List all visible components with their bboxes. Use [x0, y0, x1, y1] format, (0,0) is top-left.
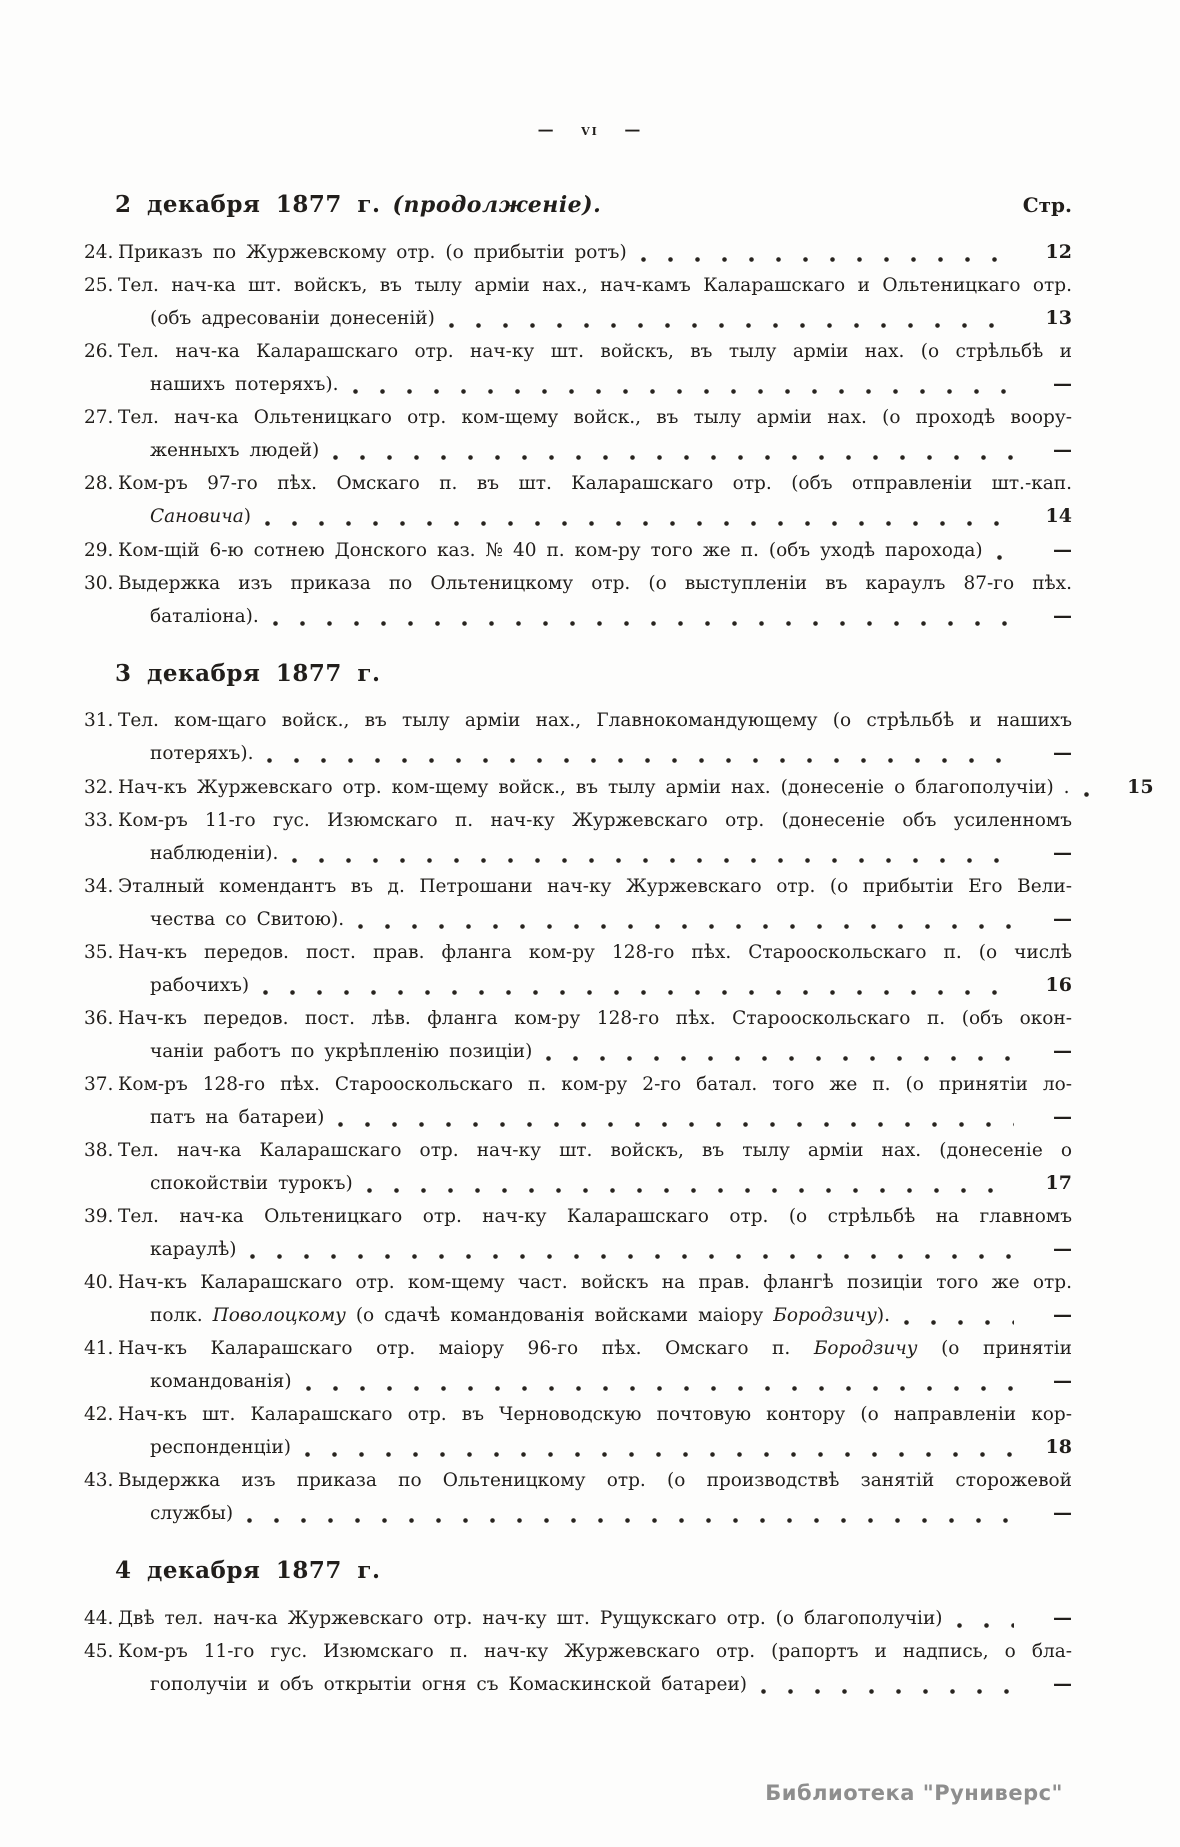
entry-line-continuation [84, 737, 1072, 770]
entry-page-number: — [1053, 1106, 1072, 1128]
toc-entry [84, 1267, 1072, 1332]
entry-text: полк. Поволоцкому (о сдачѣ командованія войсками маіору Бородзичу). [150, 1305, 891, 1326]
entry-text: Ком-ръ 128-го пѣх. Старооскольскаго п. ком-ру 2-го батал. того же п. (о принятіи ло- [118, 1074, 1072, 1095]
toc-entry [84, 1201, 1072, 1266]
entry-text: рабочихъ) [150, 975, 250, 996]
entry-text: спокойствіи турокъ) [150, 1173, 353, 1194]
toc-entry [84, 1135, 1072, 1200]
entry-line-continuation [84, 1431, 1072, 1464]
entry-number: 45. [84, 1641, 114, 1662]
entry-line-first [84, 270, 1072, 302]
entry-line-first [84, 937, 1072, 969]
entry-page-number: — [1053, 1607, 1072, 1629]
entry-page-number: — [1053, 1304, 1072, 1326]
leader-dots [273, 621, 1014, 626]
entry-page-number: — [1053, 439, 1072, 461]
entry-line-continuation [84, 1365, 1072, 1398]
section-date: 4 декабря 1877 г. [115, 1557, 381, 1584]
entry-page-number: — [1053, 539, 1072, 561]
entry-page-number: 16 [1045, 974, 1072, 996]
section-entries [84, 1602, 1072, 1701]
entry-text: Нач-къ передов. пост. прав. фланга ком-ру 128-го пѣх. Старооскольскаго п. (о числѣ [118, 942, 1072, 963]
section-heading-row [84, 190, 1072, 222]
entry-line-continuation [84, 368, 1072, 401]
leader-dots [449, 323, 1014, 328]
entry-text: Ком-ръ 97-го пѣх. Омскаго п. въ шт. Каларашскаго отр. (объ отправленіи шт.-кап. [118, 473, 1072, 494]
entry-number: 39. [84, 1206, 114, 1227]
page-column-label: Стр. [1022, 193, 1072, 217]
entry-line-continuation [84, 903, 1072, 936]
entry-page-number: — [1053, 842, 1072, 864]
leader-dots [957, 1623, 1014, 1628]
leader-dots [761, 1689, 1014, 1694]
entry-line-first [84, 468, 1072, 500]
toc-entry [84, 568, 1072, 633]
entry-number: 42. [84, 1404, 114, 1425]
entry-text: Ком-ръ 11-го гус. Изюмскаго п. нач-ку Журжевскаго отр. (донесеніе объ усиленномъ [118, 810, 1072, 831]
entry-text: баталіона). [150, 606, 259, 627]
entry-number: 41. [84, 1338, 114, 1359]
entry-text: Тел. нач-ка Каларашскаго отр. нач-ку шт. войскъ, въ тылу арміи нах. (донесеніе о [118, 1140, 1072, 1161]
entry-number: 40. [84, 1272, 114, 1293]
entry-number: 31. [84, 710, 114, 731]
entry-number: 36. [84, 1008, 114, 1029]
toc-entry [84, 336, 1072, 401]
entry-line-continuation [84, 1035, 1072, 1068]
entry-line-first [84, 1399, 1072, 1431]
entry-page-number: 17 [1045, 1172, 1072, 1194]
entry-line-continuation [84, 1668, 1072, 1701]
entry-line-continuation [84, 969, 1072, 1002]
entry-text: командованія) [150, 1371, 292, 1392]
entry-text: Тел. нач-ка Ольтеницкаго отр. нач-ку Каларашскаго отр. (о стрѣльбѣ на главномъ [118, 1206, 1072, 1227]
section-heading [115, 1556, 381, 1588]
toc-section [84, 1556, 1072, 1701]
leader-dots [353, 389, 1014, 394]
entry-text: Нач-къ передов. пост. лѣв. фланга ком-ру 128-го пѣх. Старооскольскаго п. (объ окон- [118, 1008, 1072, 1029]
entry-page-number: — [1053, 373, 1072, 395]
entry-number: 27. [84, 407, 114, 428]
toc-section [84, 659, 1154, 1530]
entry-line-first [84, 1003, 1072, 1035]
entry-line-continuation [84, 837, 1072, 870]
entry-line-continuation [84, 1101, 1072, 1134]
entry-line-first [84, 1465, 1072, 1497]
entry-text: караулѣ) [150, 1239, 237, 1260]
leader-dots [997, 555, 1014, 560]
entry-number: 29. [84, 540, 114, 561]
entry-number: 38. [84, 1140, 114, 1161]
entry-page-number: — [1053, 1238, 1072, 1260]
entry-text: Нач-къ Каларашскаго отр. маіору 96-го пѣх. Омскаго п. Бородзичу (о принятіи [118, 1338, 1072, 1359]
section-heading-row [84, 1556, 1072, 1588]
entry-line-first [84, 871, 1072, 903]
section-date: 3 декабря 1877 г. [115, 660, 381, 687]
toc-entry [84, 1333, 1072, 1398]
toc-entry [84, 705, 1072, 770]
section-continuation-note: (продолженіе). [392, 192, 602, 218]
toc-entry [84, 937, 1072, 1002]
entry-text: (объ адресованіи донесеній) [150, 308, 435, 329]
entry-page-number: — [1053, 908, 1072, 930]
entry-text: Выдержка изъ приказа по Ольтеницкому отр. (о производствѣ занятій сторожевой [118, 1470, 1072, 1491]
entry-text: Нач-къ Журжевскаго отр. ком-щему войск., въ тылу арміи нах. (донесеніе о благополучіи) . [118, 777, 1070, 798]
toc-entry [84, 1069, 1072, 1134]
entry-line-continuation [84, 600, 1072, 633]
entry-text: Ком-ръ 11-го гус. Изюмскаго п. нач-ку Журжевскаго отр. (рапортъ и надпись, о бла- [118, 1641, 1072, 1662]
entry-number: 24. [84, 242, 114, 263]
entry-page-number: — [1053, 605, 1072, 627]
table-of-contents [84, 190, 1154, 1702]
toc-entry [84, 805, 1072, 870]
toc-entry [84, 402, 1072, 467]
entry-line-continuation [84, 1497, 1072, 1530]
entry-text: потеряхъ). [150, 743, 254, 764]
entry-line-first [84, 402, 1072, 434]
entry-line-first [84, 805, 1072, 837]
entry-page-number: — [1053, 1673, 1072, 1695]
entry-page-number: — [1053, 742, 1072, 764]
entry-line-first [84, 1636, 1072, 1668]
entry-page-number: — [1053, 1502, 1072, 1524]
leader-dots [333, 455, 1014, 460]
entry-number: 44. [84, 1608, 114, 1629]
entry-text: Тел. нач-ка шт. войскъ, въ тылу арміи нах., нач-камъ Каларашскаго и Ольтеницкаго отр. [118, 275, 1072, 296]
leader-dots [292, 858, 1014, 863]
entry-line-first [84, 1267, 1072, 1299]
entry-page-number: — [1053, 1370, 1072, 1392]
leader-dots [267, 758, 1014, 763]
section-entries [84, 236, 1072, 633]
entry-line-first [84, 1333, 1072, 1365]
entry-line-first [84, 1201, 1072, 1233]
leader-dots [265, 521, 1014, 526]
leader-dots [1084, 792, 1096, 797]
leader-dots [247, 1518, 1014, 1523]
toc-entry [84, 1465, 1072, 1530]
entry-line-continuation [84, 434, 1072, 467]
toc-entry [84, 1602, 1072, 1635]
entry-line-continuation [84, 1299, 1072, 1332]
toc-entry [84, 1636, 1072, 1701]
entry-number: 33. [84, 810, 114, 831]
library-watermark: Библиотека "Руниверс" [765, 1781, 1063, 1805]
entry-number: 28. [84, 473, 114, 494]
entry-text: Сановича) [150, 506, 251, 527]
entry-line-first [84, 705, 1072, 737]
leader-dots [306, 1386, 1014, 1391]
entry-text: женныхъ людей) [150, 440, 320, 461]
toc-section [84, 190, 1072, 633]
entry-number: 30. [84, 573, 114, 594]
entry-text: нашихъ потеряхъ). [150, 374, 339, 395]
leader-dots [367, 1188, 1014, 1193]
section-heading [115, 659, 381, 691]
toc-entry [84, 236, 1072, 269]
entry-line-first [84, 1135, 1072, 1167]
entry-number: 34. [84, 876, 114, 897]
toc-entry [84, 1399, 1072, 1464]
section-date: 2 декабря 1877 г. [115, 191, 381, 218]
entry-text: Эталный комендантъ въ д. Петрошани нач-ку Журжевскаго отр. (о прибытіи Его Вели- [118, 876, 1072, 897]
leader-dots [358, 924, 1014, 929]
entry-page-number: 12 [1045, 241, 1072, 263]
entry-text: чества со Свитою). [150, 909, 345, 930]
entry-line-first [84, 534, 1072, 567]
entry-text: Ком-щій 6-ю сотнею Донского каз. № 40 п. ком-ру того же п. (объ уходѣ парохода) [118, 540, 983, 561]
entry-number: 37. [84, 1074, 114, 1095]
entry-line-first [84, 771, 1154, 804]
toc-entry [84, 534, 1072, 567]
entry-page-number: 15 [1127, 776, 1154, 798]
entry-line-first [84, 1602, 1072, 1635]
entry-text: Нач-къ Каларашскаго отр. ком-щему част. войскъ на прав. флангѣ позиціи того же отр. [118, 1272, 1072, 1293]
leader-dots [263, 990, 1014, 995]
entry-line-continuation [84, 500, 1072, 533]
entry-text: патъ на батареи) [150, 1107, 325, 1128]
entry-text: гополучіи и объ открытіи огня съ Комаскинской батареи) [150, 1674, 748, 1695]
entry-line-first [84, 236, 1072, 269]
leader-dots [641, 257, 1014, 262]
toc-entry [84, 468, 1072, 533]
entry-line-first [84, 1069, 1072, 1101]
entry-line-first [84, 568, 1072, 600]
toc-entry [84, 270, 1072, 335]
entry-text: Выдержка изъ приказа по Ольтеницкому отр. (о выступленіи въ караулъ 87-го пѣх. [118, 573, 1072, 594]
entry-number: 35. [84, 942, 114, 963]
leader-dots [338, 1122, 1014, 1127]
toc-entry [84, 871, 1072, 936]
section-heading [115, 190, 601, 222]
leader-dots [305, 1452, 1014, 1457]
entry-text: Приказъ по Журжевскому отр. (о прибытіи ротъ) [118, 242, 627, 263]
leader-dots [546, 1056, 1014, 1061]
entry-text: Тел. ком-щаго войск., въ тылу арміи нах., Главнокомандующему (о стрѣльбѣ и нашихъ [118, 710, 1072, 731]
leader-dots [904, 1320, 1014, 1325]
entry-line-continuation [84, 1167, 1072, 1200]
entry-text: Тел. нач-ка Каларашскаго отр. нач-ку шт. войскъ, въ тылу арміи нах. (о стрѣльбѣ и [118, 341, 1072, 362]
leader-dots [250, 1254, 1014, 1259]
section-entries [84, 705, 1154, 1530]
entry-text: Тел. нач-ка Ольтеницкаго отр. ком-щему войск., въ тылу арміи нах. (о проходѣ воору- [118, 407, 1072, 428]
entry-line-first [84, 336, 1072, 368]
page-header-folio: — vi — [537, 120, 643, 139]
entry-number: 26. [84, 341, 114, 362]
entry-text: наблюденіи). [150, 843, 279, 864]
toc-entry [84, 771, 1154, 804]
entry-page-number: 13 [1045, 307, 1072, 329]
section-heading-row [84, 659, 1072, 691]
entry-line-continuation [84, 302, 1072, 335]
entry-text: службы) [150, 1503, 234, 1524]
entry-text: Нач-къ шт. Каларашскаго отр. въ Черноводскую почтовую контору (о направленіи кор- [118, 1404, 1072, 1425]
entry-text: чаніи работъ по укрѣпленію позиціи) [150, 1041, 533, 1062]
entry-page-number: 14 [1045, 505, 1072, 527]
entry-text: Двѣ тел. нач-ка Журжевскаго отр. нач-ку шт. Рущукскаго отр. (о благополучіи) [118, 1608, 943, 1629]
entry-page-number: 18 [1045, 1436, 1072, 1458]
entry-number: 43. [84, 1470, 114, 1491]
entry-number: 25. [84, 275, 114, 296]
toc-entry [84, 1003, 1072, 1068]
entry-text: респонденціи) [150, 1437, 291, 1458]
entry-number: 32. [84, 777, 114, 798]
entry-line-continuation [84, 1233, 1072, 1266]
entry-page-number: — [1053, 1040, 1072, 1062]
